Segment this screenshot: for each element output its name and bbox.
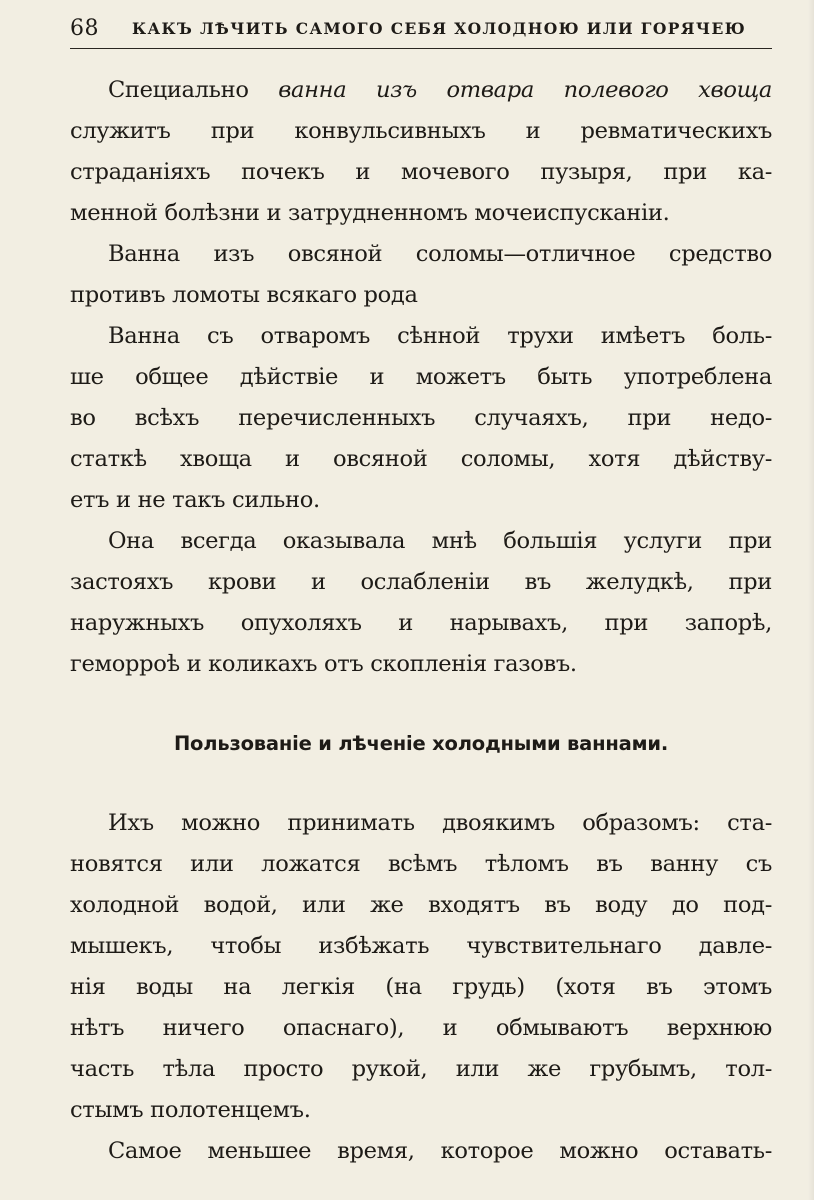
text-line: [70, 70, 772, 111]
paragraph: [70, 234, 772, 316]
line-text: ше общее дѣйствіе и можетъ быть употреблена: [70, 364, 772, 390]
paragraph: [70, 803, 772, 1131]
line-text: холодной водой, или же входятъ въ воду до под-: [70, 892, 772, 918]
line-text-italic: ванна изъ отвара полевого хвоща: [278, 77, 772, 103]
line-text: Ванна съ отваромъ сѣнной трухи имѣетъ боль-: [108, 323, 772, 349]
running-title: КАКЪ ЛѢЧИТЬ САМОГО СЕБЯ ХОЛОДНОЮ ИЛИ ГОРЯЧЕЮ: [132, 19, 747, 38]
text-line: [70, 316, 772, 357]
line-text: мышекъ, чтобы избѣжать чувствительнаго давле-: [70, 933, 772, 959]
paragraph: [70, 1131, 772, 1172]
line-text: Ванна изъ овсяной соломы—отличное средство: [108, 241, 772, 267]
line-text: нѣтъ ничего опаснаго), и обмываютъ верхнюю: [70, 1015, 772, 1041]
line-text: стымъ полотенцемъ.: [70, 1097, 311, 1123]
line-text: противъ ломоты всякаго рода: [70, 282, 418, 308]
text-line: [70, 644, 772, 685]
page-edge-shadow: [808, 0, 814, 1200]
paragraph: [70, 316, 772, 521]
text-line: [70, 111, 772, 152]
text-line: [70, 234, 772, 275]
line-text: нія воды на легкія (на грудь) (хотя въ этомъ: [70, 974, 772, 1000]
text-line: [70, 193, 772, 234]
line-text: етъ и не такъ сильно.: [70, 487, 320, 513]
line-text: Она всегда оказывала мнѣ большія услуги при: [108, 528, 772, 554]
line-text: Самое меньшее время, которое можно оставать-: [108, 1138, 772, 1164]
line-text: новятся или ложатся всѣмъ тѣломъ въ ванну съ: [70, 851, 772, 877]
page-number: 68: [70, 16, 99, 41]
line-text: Ихъ можно принимать двоякимъ образомъ: ста-: [108, 810, 772, 836]
line-text: Специально: [108, 77, 279, 103]
text-line: [70, 1090, 772, 1131]
line-text: менной болѣзни и затрудненномъ мочеиспусканіи.: [70, 200, 670, 226]
text-line: [70, 275, 772, 316]
paragraph: [70, 70, 772, 234]
line-text: страданіяхъ почекъ и мочевого пузыря, при ка-: [70, 159, 772, 185]
section-heading: Пользованіе и лѣченіе холодными ваннами.: [173, 732, 669, 755]
text-line: [70, 480, 772, 521]
line-text: геморроѣ и коликахъ отъ скопленія газовъ.: [70, 651, 577, 677]
text-line: [70, 439, 772, 480]
line-text: часть тѣла просто рукой, или же грубымъ, тол-: [70, 1056, 772, 1082]
body-text: [70, 70, 772, 1172]
line-text: служитъ при конвульсивныхъ и ревматическихъ: [70, 118, 772, 144]
line-text: застояхъ крови и ослабленіи въ желудкѣ, при: [70, 569, 772, 595]
line-text: во всѣхъ перечисленныхъ случаяхъ, при недо-: [70, 405, 772, 431]
text-line: [70, 521, 772, 562]
text-line: [70, 803, 772, 844]
text-line: [70, 967, 772, 1008]
text-line: [70, 562, 772, 603]
page-header: [70, 14, 772, 49]
text-line: [70, 1049, 772, 1090]
text-line: [70, 885, 772, 926]
line-text: наружныхъ опухоляхъ и нарывахъ, при запорѣ,: [70, 610, 772, 636]
text-line: [70, 1131, 772, 1172]
text-line: [70, 926, 772, 967]
text-line: [70, 152, 772, 193]
paragraph: [70, 521, 772, 685]
text-line: [70, 844, 772, 885]
text-line: [70, 1008, 772, 1049]
text-line: [70, 357, 772, 398]
text-line: [70, 603, 772, 644]
text-line: [70, 398, 772, 439]
line-text: статкѣ хвоща и овсяной соломы, хотя дѣйству-: [70, 446, 772, 472]
